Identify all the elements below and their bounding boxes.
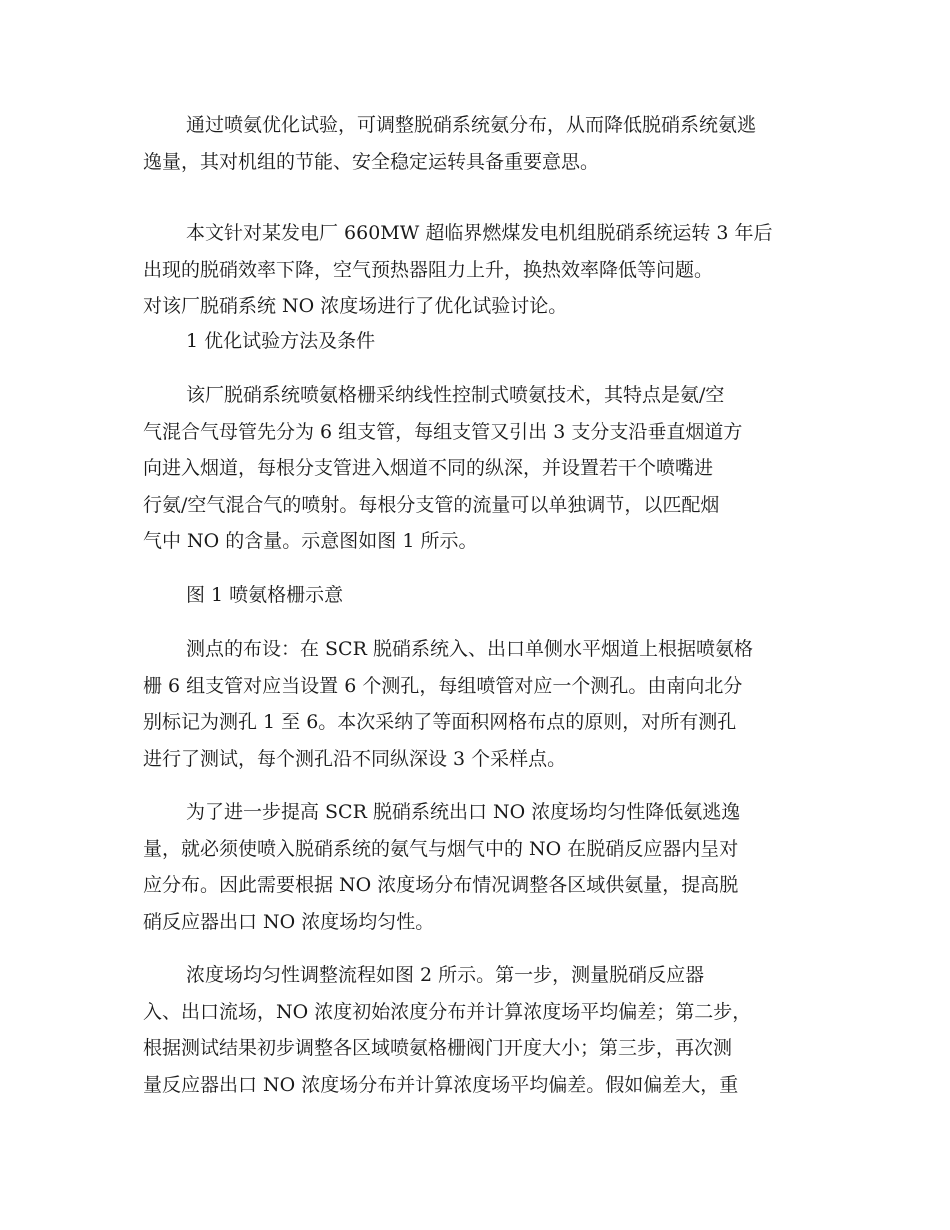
text-line: 逸量，其对机组的节能、安全稳定运转具备重要意思。 <box>143 150 600 173</box>
paragraph-1 <box>143 107 813 180</box>
text-line: 入、出口流场，NO 浓度初始浓度分布并计算浓度场平均偏差；第二步， <box>143 1000 752 1023</box>
text-line: 该厂脱硝系统喷氨格栅采纳线性控制式喷氨技术，其特点是氨/空 <box>186 384 725 406</box>
heading-line: 1 优化试验方法及条件 <box>186 330 376 352</box>
figure-caption <box>143 577 813 614</box>
text-line: 气混合气母管先分为 6 组支管，每组支管又引出 3 支分支沿垂直烟道方 <box>143 420 743 443</box>
text-line: 进行了测试，每个测孔沿不同纵深设 3 个采样点。 <box>143 747 567 770</box>
text-line: 向进入烟道，每根分支管进入烟道不同的纵深，并设置若干个喷嘴进 <box>143 457 714 479</box>
text-line: 对该厂脱硝系统 NO 浓度场进行了优化试验讨论。 <box>143 295 568 317</box>
paragraph-4 <box>143 631 813 777</box>
text-line: 应分布。因此需要根据 NO 浓度场分布情况调整各区域供氨量，提高脱 <box>143 874 739 896</box>
paragraph-2 <box>143 215 813 325</box>
text-line: 浓度场均匀性调整流程如图 2 所示。第一步，测量脱硝反应器 <box>186 964 705 986</box>
paragraph-5 <box>143 794 813 940</box>
paragraph-6 <box>143 957 813 1103</box>
section-heading <box>143 323 813 360</box>
caption-line: 图 1 喷氨格栅示意 <box>186 584 344 606</box>
text-line: 量，就必须使喷入脱硝系统的氨气与烟气中的 NO 在脱硝反应器内呈对 <box>143 837 739 860</box>
text-line: 量反应器出口 NO 浓度场分布并计算浓度场平均偏差。假如偏差大，重 <box>143 1073 739 1096</box>
text-line: 行氨/空气混合气的喷射。每根分支管的流量可以单独调节，以匹配烟 <box>143 493 720 516</box>
text-line: 出现的脱硝效率下降，空气预热器阻力上升，换热效率降低等问题。 <box>143 258 714 281</box>
paragraph-3 <box>143 377 813 560</box>
text-line: 气中 NO 的含量。示意图如图 1 所示。 <box>143 530 478 552</box>
text-line: 本文针对某发电厂 660MW 超临界燃煤发电机组脱硝系统运转 3 年后 <box>186 222 773 244</box>
text-line: 硝反应器出口 NO 浓度场均匀性。 <box>143 910 435 933</box>
text-line: 栅 6 组支管对应当设置 6 个测孔，每组喷管对应一个测孔。由南向北分 <box>143 674 743 697</box>
text-line: 别标记为测孔 1 至 6。本次采纳了等面积网格布点的原则，对所有测孔 <box>143 711 737 733</box>
text-line: 测点的布设：在 SCR 脱硝系统入、出口单侧水平烟道上根据喷氨格 <box>186 638 753 660</box>
text-line: 根据测试结果初步调整各区域喷氨格栅阀门开度大小；第三步，再次测 <box>143 1037 733 1059</box>
text-line: 为了进一步提高 SCR 脱硝系统出口 NO 浓度场均匀性降低氨逃逸 <box>186 801 741 823</box>
text-line: 通过喷氨优化试验，可调整脱硝系统氨分布，从而降低脱硝系统氨逃 <box>186 114 757 136</box>
